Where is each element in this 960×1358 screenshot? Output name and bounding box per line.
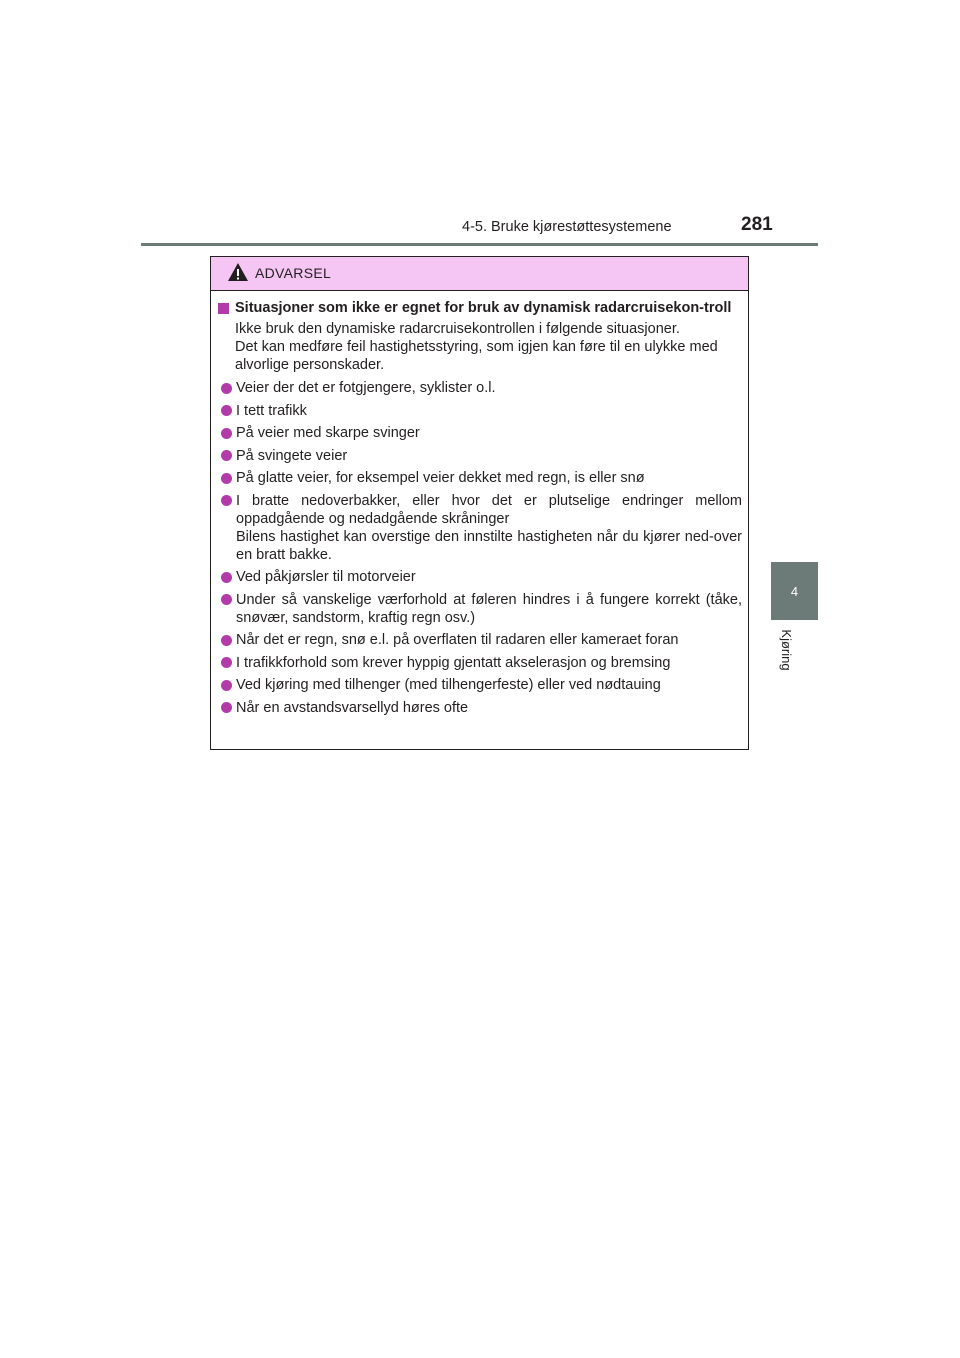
chapter-number: 4 [790,583,799,599]
list-item-main: I bratte nedoverbakker, eller hvor det er plutselige endringer mellom oppadgående og nedadgående skråninger [236,492,742,527]
list-item-text: Når en avstandsvarsellyd høres ofte [236,699,469,716]
chapter-label: Kjøring [779,629,794,671]
round-bullet-icon [221,572,232,583]
list-item-text: På veier med skarpe svinger [236,425,420,441]
list-item [218,469,742,487]
round-bullet-icon [221,405,232,416]
list-item-text: I tett trafikk [236,402,307,419]
round-bullet-icon [221,635,232,646]
list-item-text: Ved kjøring med tilhenger (med tilhengerfeste) eller ved nødtauing [236,677,661,693]
list-item [218,699,742,717]
square-bullet-icon [218,303,229,314]
section-header: 4-5. Bruke kjørestøttesystemene [462,219,672,235]
bullet-list [218,379,742,717]
list-item [218,424,742,442]
section-title [218,299,742,317]
warning-triangle-icon [227,262,249,282]
warning-title: ADVARSEL [255,265,332,281]
list-item [218,676,742,694]
list-item [218,654,742,672]
list-item-note: Bilens hastighet kan overstige den innstilte hastigheten når du kjører ned-over en bratt bakke. [236,528,742,563]
list-item [218,591,742,627]
round-bullet-icon [221,594,232,605]
list-item-text [236,492,742,564]
list-item-text: Veier der det er fotgjengere, syklister o.l. [236,380,496,396]
round-bullet-icon [221,680,232,691]
chapter-tab [771,562,818,620]
warning-body [211,291,748,717]
intro-text [235,320,742,374]
section-title-text: Situasjoner som ikke er egnet for bruk av dynamisk radarcruisekon-troll [235,300,732,316]
header-divider [141,243,818,246]
warning-box [210,256,749,750]
list-item-text: I trafikkforhold som krever hyppig gjentatt akselerasjon og bremsing [236,654,671,671]
list-item [218,379,742,397]
list-item-text: Ved påkjørsler til motorveier [236,569,416,585]
list-item-text: Under så vanskelige værforhold at føleren hindres i å fungere korrekt (tåke, snøvær, sandstorm, kraftig regn osv.) [236,591,742,626]
list-item [218,447,742,465]
intro-line: Det kan medføre feil hastighetsstyring, som igjen kan føre til en ulykke med alvorlige personskader. [235,339,718,373]
list-item [218,492,742,564]
list-item-text: Når det er regn, snø e.l. på overflaten til radaren eller kameraet foran [236,632,679,648]
round-bullet-icon [221,657,232,668]
round-bullet-icon [221,495,232,506]
list-item [218,402,742,420]
round-bullet-icon [221,702,232,713]
warning-header [211,257,748,291]
list-item-text: På svingete veier [236,447,348,464]
round-bullet-icon [221,450,232,461]
round-bullet-icon [221,473,232,484]
list-item [218,568,742,586]
intro-line: Ikke bruk den dynamiske radarcruisekontrollen i følgende situasjoner. [235,321,680,337]
list-item [218,631,742,649]
list-item-text: På glatte veier, for eksempel veier dekket med regn, is eller snø [236,470,645,486]
round-bullet-icon [221,383,232,394]
page-number: 281 [741,214,773,235]
round-bullet-icon [221,428,232,439]
